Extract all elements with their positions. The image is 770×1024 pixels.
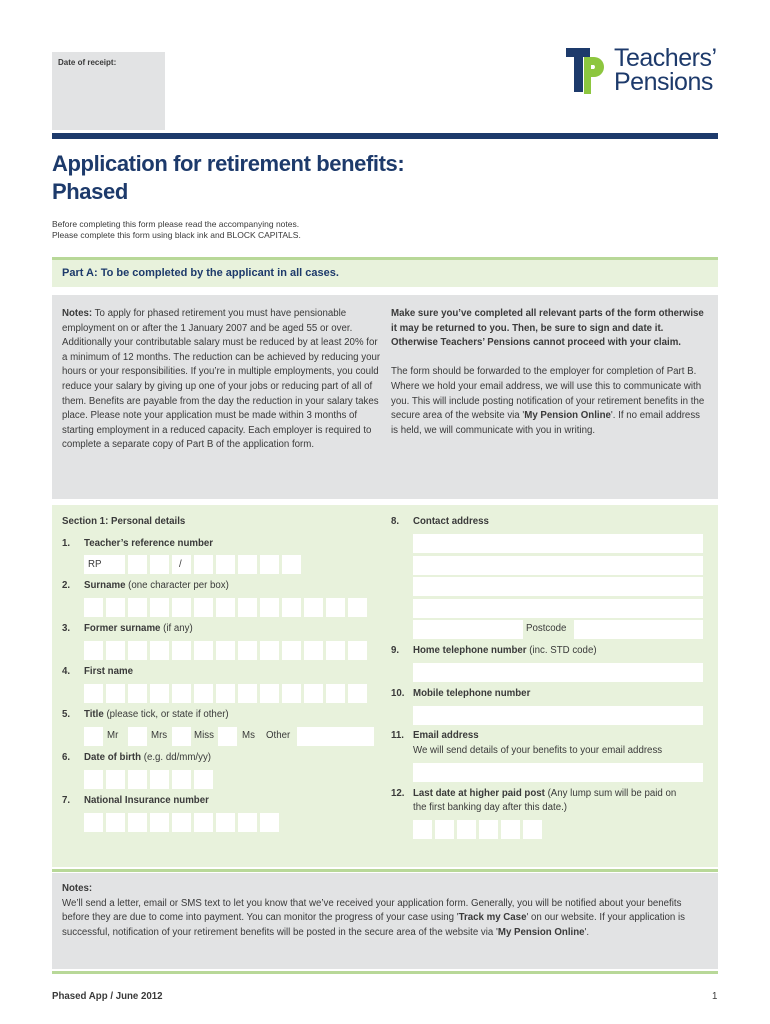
title-mr-checkbox[interactable]: [84, 727, 103, 746]
mobile-phone-input[interactable]: [413, 706, 703, 725]
date-of-receipt-label: Date of receipt:: [58, 58, 117, 67]
q11-sub: We will send details of your benefits to your email address: [413, 745, 663, 756]
ni-number-input[interactable]: [84, 813, 279, 832]
title-mrs-label: Mrs: [151, 730, 168, 741]
postcode-input[interactable]: [574, 620, 703, 639]
char-cell[interactable]: [326, 684, 345, 703]
ni-cell[interactable]: [150, 813, 169, 832]
char-cell[interactable]: [282, 684, 301, 703]
char-cell[interactable]: [238, 641, 257, 660]
char-cell[interactable]: [282, 598, 301, 617]
home-phone-input[interactable]: [413, 663, 703, 682]
date-of-receipt-box: [52, 52, 165, 130]
q9-number: 9.: [391, 645, 400, 656]
q8-label: Contact address: [413, 516, 489, 527]
ni-cell[interactable]: [128, 813, 147, 832]
q12-number: 12.: [391, 788, 405, 799]
q10-number: 10.: [391, 688, 405, 699]
ref-cell[interactable]: [238, 555, 257, 574]
title-other-input[interactable]: [297, 727, 374, 746]
char-cell[interactable]: [150, 641, 169, 660]
title-ms-checkbox[interactable]: [218, 727, 237, 746]
notes-box-bottom: [52, 873, 718, 969]
postcode-label: Postcode: [526, 623, 567, 634]
char-cell[interactable]: [194, 641, 213, 660]
ref-cell[interactable]: [260, 555, 279, 574]
address-line-3[interactable]: [413, 577, 703, 596]
logo-text-line1: Teachers’: [614, 44, 717, 72]
intro-text: Before completing this form please read the accompanying notes. Please complete this form using black ink and BLOCK CAPITALS.: [52, 219, 301, 240]
section-1-heading: Section 1: Personal details: [62, 516, 186, 527]
address-line-4[interactable]: [413, 599, 703, 618]
char-cell[interactable]: [84, 641, 103, 660]
address-line-5[interactable]: [413, 620, 523, 639]
last-date-input[interactable]: [413, 820, 542, 839]
q11-number: 11.: [391, 730, 404, 741]
address-line-1[interactable]: [413, 534, 703, 553]
dob-cell[interactable]: [172, 770, 191, 789]
char-cell[interactable]: [238, 684, 257, 703]
logo-text-line2: Pensions: [614, 68, 713, 96]
track-my-case-ref: Track my Case: [458, 912, 527, 924]
char-cell[interactable]: [304, 598, 323, 617]
q1-number: 1.: [62, 538, 71, 549]
notes-bottom-rule: [52, 971, 718, 974]
q6-number: 6.: [62, 752, 71, 763]
q11-label: Email address: [413, 730, 479, 741]
ref-cell[interactable]: [128, 555, 147, 574]
tp-logo-icon: [566, 48, 610, 96]
char-cell[interactable]: [216, 684, 235, 703]
char-cell[interactable]: [348, 641, 367, 660]
char-cell[interactable]: [304, 684, 323, 703]
title-ms-label: Ms: [242, 730, 255, 741]
char-cell[interactable]: [150, 598, 169, 617]
char-cell[interactable]: [106, 641, 125, 660]
ref-cell[interactable]: [194, 555, 213, 574]
char-cell[interactable]: [282, 641, 301, 660]
part-a-heading-bar: [52, 260, 718, 287]
ni-cell[interactable]: [260, 813, 279, 832]
q3-number: 3.: [62, 623, 71, 634]
q6-label: Date of birth (e.g. dd/mm/yy): [84, 752, 212, 763]
q4-number: 4.: [62, 666, 71, 677]
q3-label: Former surname (if any): [84, 623, 193, 634]
surname-input[interactable]: [84, 598, 367, 617]
title-other-label: Other: [266, 730, 291, 741]
q1-label: Teacher’s reference number: [84, 538, 214, 549]
char-cell[interactable]: [260, 598, 279, 617]
dob-cell[interactable]: [128, 770, 147, 789]
ni-cell[interactable]: [238, 813, 257, 832]
ni-cell[interactable]: [84, 813, 103, 832]
address-line-2[interactable]: [413, 556, 703, 575]
dob-input[interactable]: [84, 770, 213, 789]
ref-prefix-cell: RP: [84, 555, 125, 574]
page-title: Application for retirement benefits: Phased: [52, 151, 405, 204]
date-cell[interactable]: [413, 820, 432, 839]
dob-cell[interactable]: [194, 770, 213, 789]
char-cell[interactable]: [260, 641, 279, 660]
char-cell[interactable]: [106, 598, 125, 617]
char-cell[interactable]: [84, 684, 103, 703]
ni-cell[interactable]: [172, 813, 191, 832]
ni-cell[interactable]: [216, 813, 235, 832]
q7-label: National Insurance number: [84, 795, 209, 806]
q4-label: First name: [84, 666, 133, 677]
date-cell[interactable]: [457, 820, 476, 839]
ref-cell[interactable]: [216, 555, 235, 574]
warning-text: Make sure you’ve completed all relevant parts of the form otherwise it may be returned to you. Then, be sure to sign and date it. Otherwise Teachers’ Pensions cannot proceed with your claim.: [391, 308, 704, 349]
first-name-input[interactable]: [84, 684, 367, 703]
notes-right-column: Make sure you’ve completed all relevant parts of the form otherwise it may be returned to you. Then, be sure to sign and date it. Otherwise Teachers’ Pensions cannot proceed with your claim. The form should be forwarded to the employer for completion of Part B. Where we hold your email address, we will use this to communicate with you. This will include posting notification of your retirement benefits in the secure area of the website via 'My Pension Online'. If no email address is held, we will communicate with you in writing.: [391, 307, 709, 438]
title-mrs-checkbox[interactable]: [128, 727, 147, 746]
char-cell[interactable]: [128, 684, 147, 703]
page-number: 1: [712, 991, 718, 1002]
q10-label: Mobile telephone number: [413, 688, 531, 699]
header-divider: [52, 133, 718, 139]
my-pension-online-ref-2: My Pension Online: [497, 926, 585, 938]
char-cell[interactable]: [194, 598, 213, 617]
char-cell[interactable]: [106, 684, 125, 703]
title-mr-label: Mr: [107, 730, 119, 741]
char-cell[interactable]: [304, 641, 323, 660]
q9-label: Home telephone number (inc. STD code): [413, 645, 597, 656]
part-a-heading: Part A: To be completed by the applicant in all cases.: [62, 267, 339, 279]
dob-cell[interactable]: [84, 770, 103, 789]
former-surname-input[interactable]: [84, 641, 367, 660]
char-cell[interactable]: [216, 641, 235, 660]
char-cell[interactable]: [150, 684, 169, 703]
char-cell[interactable]: [128, 598, 147, 617]
dob-cell[interactable]: [106, 770, 125, 789]
date-cell[interactable]: [501, 820, 520, 839]
ref-cell[interactable]: [282, 555, 301, 574]
char-cell[interactable]: [172, 641, 191, 660]
char-cell[interactable]: [238, 598, 257, 617]
notes-top-rule: [52, 869, 718, 872]
title-miss-label: Miss: [194, 730, 214, 741]
q8-number: 8.: [391, 516, 400, 527]
dob-cell[interactable]: [150, 770, 169, 789]
q5-label: Title (please tick, or state if other): [84, 709, 229, 720]
q12-label: Last date at higher paid post (Any lump sum will be paid on: [413, 788, 677, 799]
ni-cell[interactable]: [194, 813, 213, 832]
title-miss-checkbox[interactable]: [172, 727, 191, 746]
footer-label: Phased App / June 2012: [52, 991, 163, 1002]
char-cell[interactable]: [172, 598, 191, 617]
ref-slash-cell: /: [172, 555, 191, 574]
char-cell[interactable]: [348, 598, 367, 617]
my-pension-online-ref: My Pension Online: [524, 410, 611, 422]
char-cell[interactable]: [348, 684, 367, 703]
char-cell[interactable]: [194, 684, 213, 703]
email-input[interactable]: [413, 763, 703, 782]
ni-cell[interactable]: [106, 813, 125, 832]
char-cell[interactable]: [260, 684, 279, 703]
q7-number: 7.: [62, 795, 71, 806]
date-cell[interactable]: [435, 820, 454, 839]
char-cell[interactable]: [84, 598, 103, 617]
teachers-pensions-logo: [566, 46, 726, 98]
char-cell[interactable]: [326, 641, 345, 660]
char-cell[interactable]: [326, 598, 345, 617]
q2-label: Surname (one character per box): [84, 580, 229, 591]
char-cell[interactable]: [216, 598, 235, 617]
notes-left-column: Notes: To apply for phased retirement you must have pensionable employment on or after the 1 January 2007 and be aged 55 or over. Additionally your contributable salary must be reduced by at least 20% for a minimum of 12 months. The reduction can be achieved by reducing your hours or your responsibilities. If you’re in multiple employments, you could reduce your salary by giving up one of your jobs or reducing part of all of them. Benefits are payable from the day the reduction in your salary takes place. Please note your application must be made within 3 months of starting employment in a reduced capacity. Each employer is required to complete a separate copy of Part B of the application form.: [62, 308, 381, 451]
notes-label: Notes:: [62, 883, 93, 894]
teacher-ref-input[interactable]: [84, 555, 301, 574]
char-cell[interactable]: [128, 641, 147, 660]
char-cell[interactable]: [172, 684, 191, 703]
notes-text: We’ll send a letter, email or SMS text to let you know that we’ve received your application form. Generally, you will be notified about your benefits before they are due to come into payment. You can monitor the progress of your case using 'Track my Case' on our website. If your application is successful, notification of your retirement benefits will be posted in the secure area of the website via 'My Pension Online'.: [62, 897, 686, 938]
date-cell[interactable]: [523, 820, 542, 839]
q12-hint-2: the first banking day after this date.): [413, 802, 568, 813]
date-cell[interactable]: [479, 820, 498, 839]
q2-number: 2.: [62, 580, 71, 591]
q5-number: 5.: [62, 709, 71, 720]
ref-cell[interactable]: [150, 555, 169, 574]
